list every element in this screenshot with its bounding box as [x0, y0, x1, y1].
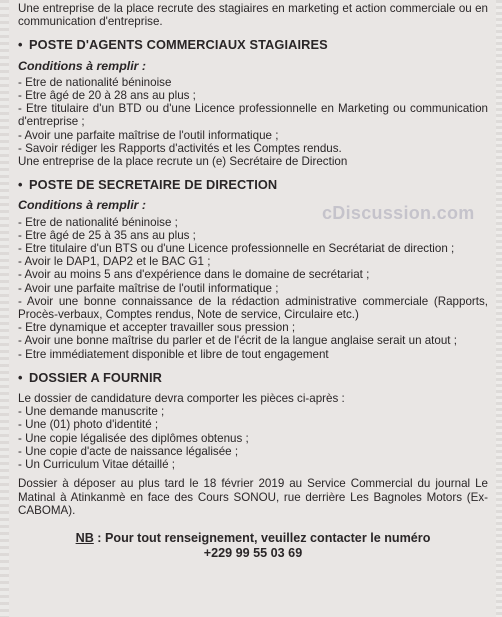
watermark: cDiscussion.com [322, 203, 475, 223]
contact-phone: +229 99 55 03 69 [203, 545, 303, 560]
section-heading-sales-agents [18, 38, 488, 51]
conditions-title: Conditions à remplir : [18, 58, 147, 73]
paper-edge-right [496, 0, 502, 617]
intro-paragraph: Une entreprise de la place recrute des stagiaires en marketing et action commerciale ou en communication d'entreprise. [18, 2, 488, 29]
conditions-list-sales-agents [18, 76, 488, 155]
nb-label: NB [75, 530, 94, 545]
bullet-icon: • [18, 177, 23, 193]
job-advert-page [18, 2, 488, 561]
list-item: - Une demande manuscrite ; [18, 405, 165, 419]
bullet-icon: • [18, 37, 23, 53]
list-item: - Etre de nationalité béninoise [18, 75, 172, 89]
list-item: - Une copie légalisée des diplômes obtenus ; [18, 431, 249, 445]
nb-text: : Pour tout renseignement, veuillez contacter le numéro [93, 530, 431, 545]
list-item: - Un Curriculum Vitae détaillé ; [18, 458, 176, 472]
list-item: - Etre titulaire d'un BTD ou d'une Licence professionnelle en Marketing ou communication d'entreprise ; [18, 102, 488, 129]
contact-note [18, 531, 488, 561]
list-item: - Avoir une parfaite maîtrise de l'outil informatique ; [18, 281, 279, 295]
list-item: - Avoir une parfaite maîtrise de l'outil informatique ; [18, 128, 279, 142]
secretary-intro-paragraph: Une entreprise de la place recrute un (e) Secrétaire de Direction [18, 155, 348, 169]
section-title: POSTE DE SECRETAIRE DE DIRECTION [29, 177, 278, 193]
paper-edge-left [0, 0, 9, 617]
deposit-paragraph: Dossier à déposer au plus tard le 18 février 2019 au Service Commercial du journal Le Matinal à Atinkanmè en face des Cours SONOU, rue derrière Les Bagnoles Motors (Ex-CABOMA). [18, 477, 488, 517]
list-item: - Etre dynamique et accepter travailler sous pression ; [18, 321, 296, 335]
list-item: - Etre âgé de 20 à 28 ans au plus ; [18, 89, 196, 103]
list-item: - Avoir une bonne maîtrise du parler et de l'écrit de la langue anglaise serait un atout ; [18, 334, 457, 348]
section-heading-secretary [18, 178, 488, 191]
list-item: - Etre immédiatement disponible et libre de tout engagement [18, 347, 329, 361]
section-heading-dossier [18, 371, 488, 384]
list-item: - Etre de nationalité béninoise ; [18, 215, 178, 229]
section-title: POSTE D'AGENTS COMMERCIAUX STAGIAIRES [29, 37, 328, 53]
list-item: - Savoir rédiger les Rapports d'activités et les Comptes rendus. [18, 141, 342, 155]
list-item: - Etre titulaire d'un BTS ou d'une Licence professionnelle en Secrétariat de direction ; [18, 242, 455, 256]
dossier-list [18, 405, 488, 471]
list-item: - Une (01) photo d'identité ; [18, 418, 159, 432]
conditions-title: Conditions à remplir : [18, 198, 147, 213]
list-item: - Avoir le DAP1, DAP2 et le BAC G1 ; [18, 255, 211, 269]
bullet-icon: • [18, 369, 23, 385]
section-title: DOSSIER A FOURNIR [29, 369, 162, 385]
list-item: - Une copie d'acte de naissance légalisée ; [18, 444, 239, 458]
list-item: - Avoir une bonne connaissance de la rédaction administrative commerciale (Rapports, Procès-verbaux, Comptes rendus, Note de service, Circulaire etc.) [18, 294, 488, 322]
conditions-list-secretary [18, 216, 488, 361]
list-item: - Avoir au moins 5 ans d'expérience dans le domaine de secrétariat ; [18, 268, 370, 282]
dossier-intro: Le dossier de candidature devra comporter les pièces ci-après : [18, 392, 345, 406]
list-item: - Etre âgé de 25 à 35 ans au plus ; [18, 228, 196, 242]
